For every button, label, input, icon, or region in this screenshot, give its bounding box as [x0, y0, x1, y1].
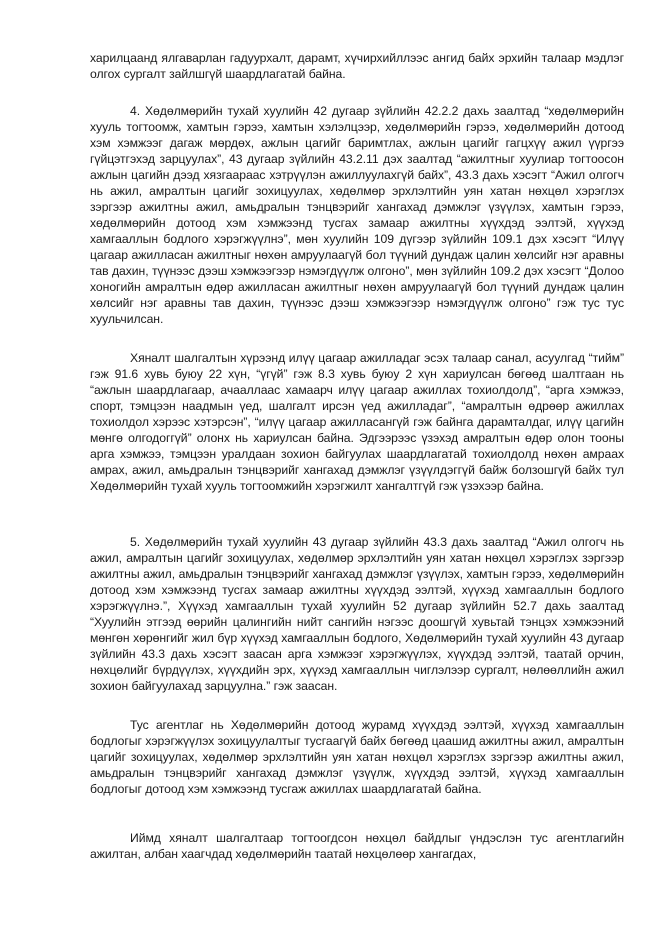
paragraph-agency-policy: Тус агентлаг нь Хөдөлмөрийн дотоод журамд хүүхдэд ээлтэй, хүүхэд хамгааллын бодлогыг хэрэгжүүлэх зохицуулалтыг тусгаагүй байх бөгөөд цаашид ажилтны ажил, амралтын цагийг зохицуулах, хөдөлмөр эрхлэлтийн уян хатан нөхцөл хэрэглэх зэргээр ажилтны ажил, амьдралын тэнцвэрийг хангахад дэмжлэг үзүүлж, хүүхдэд ээлтэй, хүүхэд хамгааллын бодлогыг дотоод хэм хэмжээнд тусгаж ажиллах шаардлагатай байна.	[90, 718, 624, 796]
paragraph-block-conclusion	[90, 830, 624, 862]
paragraph-block-agency	[90, 717, 624, 797]
paragraph-block-4	[90, 103, 624, 327]
paragraph-conclusion: Иймд хяналт шалгалтаар тогтоогдсон нөхцөл байдлыг үндэслэн тус агентлагийн ажилтан, албан хаагчдад хөдөлмөрийн таатай нөхцөлөөр хангагдах,	[90, 831, 624, 861]
paragraph-block-5	[90, 534, 624, 694]
paragraph-continuation: харилцаанд ялгаварлан гадуурхалт, дарамт, хүчирхийллээс ангид байх эрхийн талаар мэдлэг олгох сургалт зайлшгүй шаардлагатай байна.	[90, 51, 624, 81]
paragraph-block-survey	[90, 350, 624, 494]
paragraph-item-4: 4. Хөдөлмөрийн тухай хуулийн 42 дугаар зүйлийн 42.2.2 дахь заалтад “хөдөлмөрийн хууль тогтоомж, хамтын гэрээ, хамтын хэлэлцээр, хөдөлмөрийн гэрээ, хөдөлмөрийн дотоод хэм хэмжээг дагаж мөрдөх, ажлын цагийг баримтлах, ажлын цагийг гагцхүү ажил үүргээ гүйцэтгэхэд зарцуулах”, 43 дугаар зүйлийн 43.2.11 дэх заалтад “ажилтныг хуулиар тогтоосон ажлын цагийн дээд хязгаараас хэтрүүлэн ажиллуулахгүй байх”, 43.3 дахь хэсэгт “Ажил олгогч нь ажил, амралтын цагийг зохицуулах, хөдөлмөр эрхлэлтийн уян хатан нөхцөл хэрэглэх зэргээр ажилтны ажил, амьдралын тэнцвэрийг хангахад дэмжлэг үзүүлэх, хамтын гэрээ, хөдөлмөрийн дотоод хэм хэмжээнд тусгах замаар ажилтны хүүхдэд ээлтэй, хүүхэд хамгааллын бодлого хэрэгжүүлнэ”, мөн хуулийн 109 дүгээр зүйлийн 109.1 дэх хэсэгт “Илүү цагаар ажилласан ажилтныг нөхөн амруулаагүй бол түүний дундаж цалин хөлсийг нэг аравны тав дахин, түүнээс дээш хэмжээгээр нэмэгдүүлж олгоно”, мөн зүйлийн 109.2 дэх хэсэгт “Долоо хоногийн амралтын өдөр ажилласан ажилтныг нөхөн амруулаагүй бол түүний дундаж цалин хөлсийг нэг аравны тав дахин, түүнээс дээш хэмжээгээр нэмэгдүүлж олгоно” гэж тус тус хуульчилсан.	[90, 104, 624, 326]
paragraph-survey-findings: Хяналт шалгалтын хүрээнд илүү цагаар ажилладаг эсэх талаар санал, асуулгад “тийм” гэж 91.6 хувь буюу 22 хүн, “үгүй” гэж 8.3 хувь буюу 2 хүн хариулсан бөгөөд шалтгаан нь “ажлын шаардлагаар, ачааллаас хамаарч илүү цагаар ажиллах тохиолдолд”, “арга хэмжээ, спорт, тэмцээн наадмын үед, шалгалт ирсэн үед ажилладаг”, “амралтын өдрөөр ажиллах тохиолдол хэрээс хэтэрсэн”, “илүү цагаар ажилласангүй гэж байнга дарамталдаг, илүү цагийн мөнгө олгодоггүй” олонх нь хариулсан байна. Эдгээрээс үзэхэд амралтын өдөр олон тооны арга хэмжээ, тэмцээн уралдаан зохион байгуулах шаардлагатай тохиолдолд нөхөн амраах амрах, ажил, амьдралын тэнцвэрийг хангахад дэмжлэг үзүүлдэггүй байж болзошгүй байх тул Хөдөлмөрийн тухай хууль тогтоомжийн хэрэгжилт хангалтгүй гэж үзэхээр байна.	[90, 351, 624, 493]
paragraph-item-5: 5. Хөдөлмөрийн тухай хуулийн 43 дугаар зүйлийн 43.3 дахь заалтад “Ажил олгогч нь ажил, амралтын цагийг зохицуулах, хөдөлмөр эрхлэлтийн уян хатан нөхцөл хэрэглэх зэргээр ажилтны ажил, амьдралын тэнцвэрийг хангахад дэмжлэг үзүүлэх, хамтын гэрээ, хөдөлмөрийн дотоод хэм хэмжээнд тусгах замаар ажилтны хүүхдэд ээлтэй, хүүхэд хамгааллын бодлого хэрэгжүүлнэ.”, Хүүхэд хамгааллын тухай хуулийн 52 дугаар зүйлийн 52.7 дахь заалтад “Хуулийн этгээд өөрийн цалингийн нийт сангийн нэгээс доошгүй хувьтай тэнцэх хэмжээний мөнгөн хөрөнгийг жил бүр хүүхэд хамгааллын бодлого, Хөдөлмөрийн тухай хуулийн 43 дугаар зүйлийн 43.3 дахь хэсэгт заасан арга хэмжээг хэрэгжүүлэх, хүүхдэд ээлтэй, таатай орчин, нөхцөлийг бүрдүүлэх, хүүхдийн эрх, хүүхэд хамгааллын чиглэлээр сургалт, нөлөөллийн ажил зохион байгуулахад зарцуулна.” гэж заасан.	[90, 535, 624, 693]
document-body-column	[90, 50, 624, 82]
